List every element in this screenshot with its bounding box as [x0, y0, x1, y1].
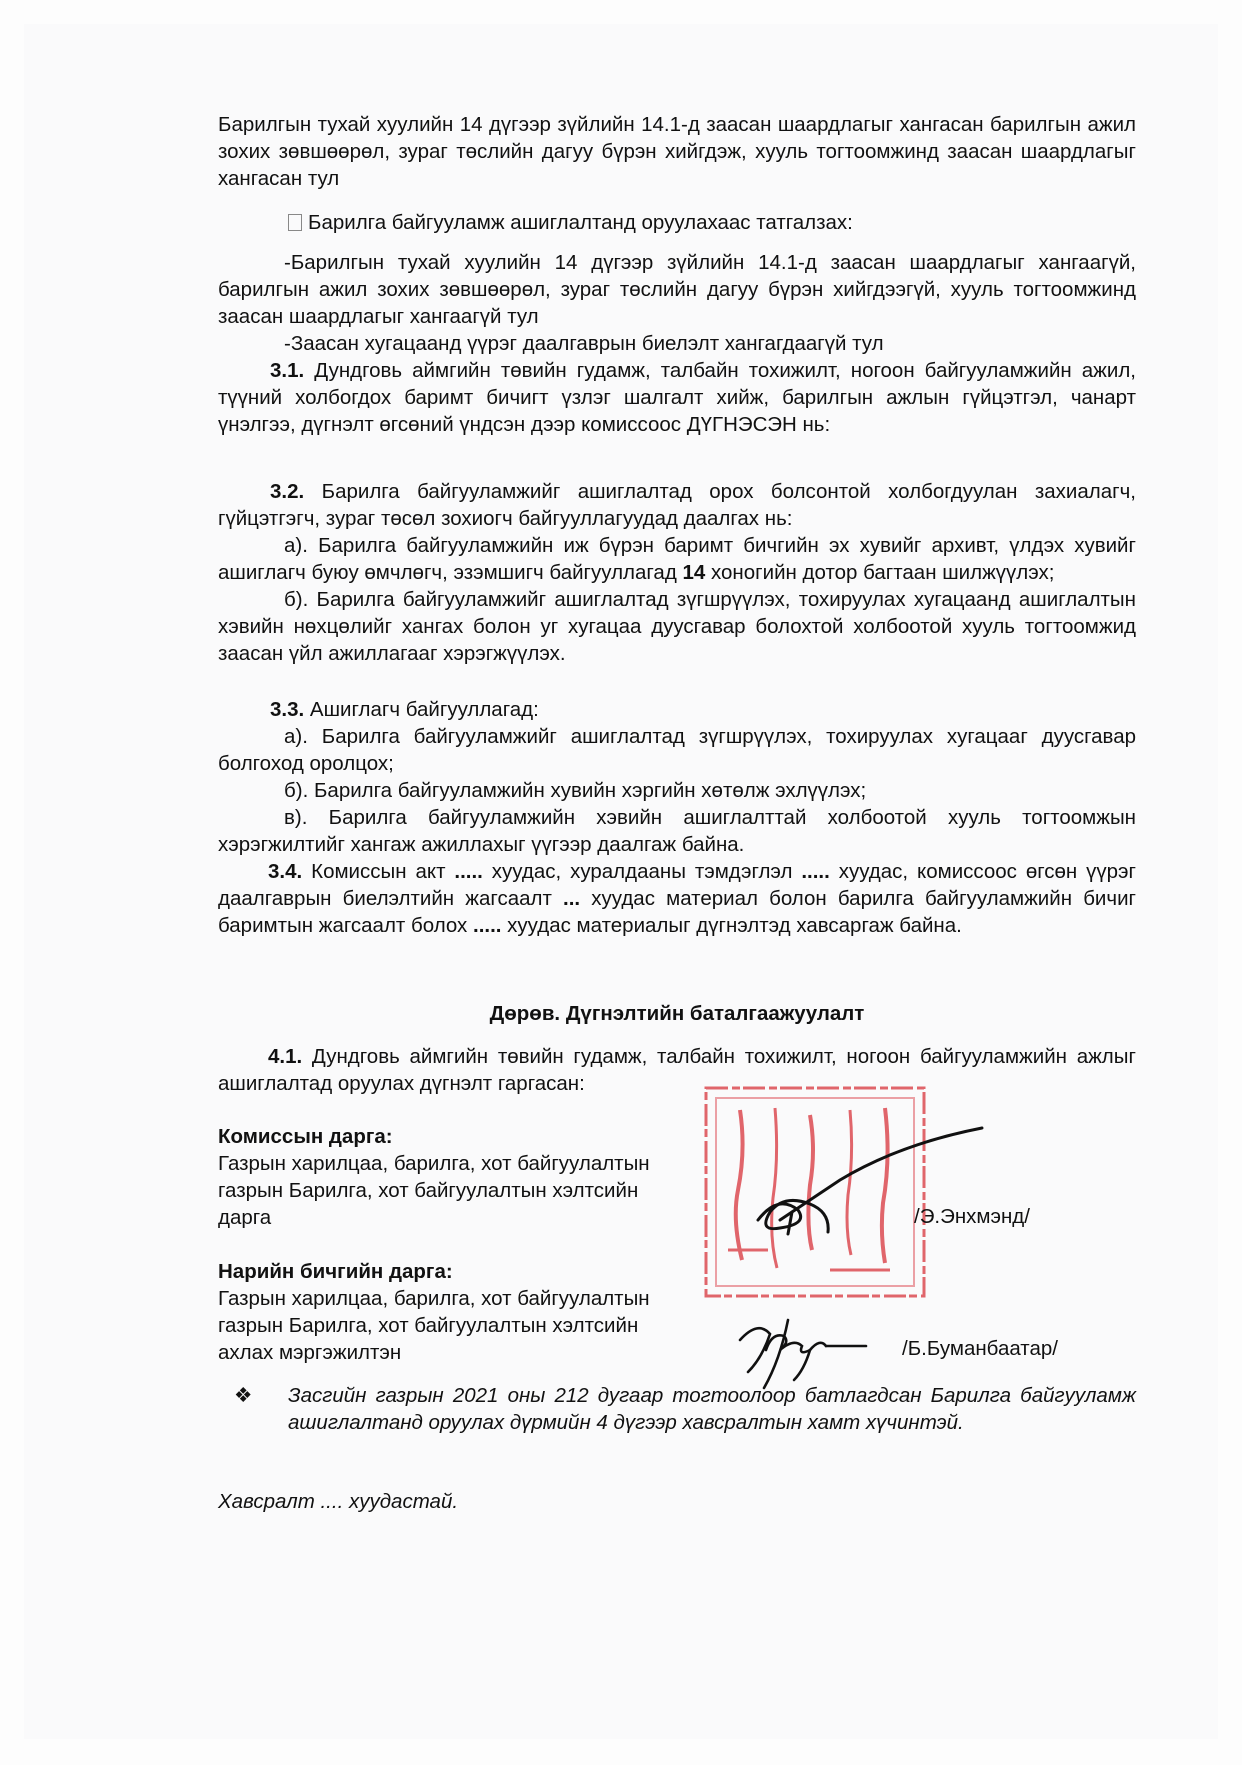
chair-role: Комиссын дарга:: [218, 1125, 393, 1148]
section-3-1: [218, 357, 1136, 438]
secretary-title-line: газрын Барилга, хот байгуулалтын хэлтсийн: [218, 1314, 639, 1337]
paragraph-text: Барилгын тухай хуулийн 14 дүгээр зүйлийн 14.1-д заасан шаардлагыг хангасан барилгын ажил зохих зөвшөөрөл, зураг төслийн дагуу бүрэн хийгдэж, хууль тогтоомжинд заасан шаардлагыг хангасан тул: [218, 113, 1136, 190]
diamond-bullet-icon: ❖: [234, 1384, 253, 1407]
chair-title-line: Газрын харилцаа, барилга, хот байгуулалтын: [218, 1152, 650, 1175]
section-3-3: [218, 696, 1136, 858]
paragraph-permit-compliance: [218, 111, 1136, 192]
chair-name: /Э.Энхмэнд/: [914, 1205, 1030, 1228]
secretary-role: Нарийн бичгийн дарга:: [218, 1260, 453, 1283]
section-number: 3.2.: [270, 480, 305, 503]
refusal-reason-text: -Барилгын тухай хуулийн 14 дүгээр зүйлийн 14.1-д заасан шаардлагыг хангаагүй, барилгын ажил зохих зөвшөөрөл, зураг төслийн дагуу бүрэн хийгдээгүй, хууль тогтоомжинд заасан шаардлагыг хангаагүй тул: [218, 251, 1136, 328]
refusal-heading-text: Барилга байгууламж ашиглалтанд оруулахаас татгалзах:: [308, 211, 853, 234]
section-number: 3.4.: [268, 860, 303, 883]
section-3-2-b: б). Барилга байгууламжийг ашиглалтад зүгшрүүлэх, тохируулах хугацаанд ашиглалтын хэвийн нөхцөлийг хангах болон уг хугацаа дуусгавар болохтой холбоотой хууль тогтоомжид заасан үйл ажиллагааг хэрэгжүүлэх.: [218, 588, 1136, 665]
section-3-3-c: в). Барилга байгууламжийн хэвийн ашиглалттай холбоотой хууль тогтоомжын хэрэгжилтийг хангаж ажиллахыг үүгээр даалгаж байна.: [218, 806, 1136, 856]
attachment-line: Хавсралт .... хуудастай.: [218, 1490, 459, 1513]
section-3-4: 3.4. Комиссын акт ..... хуудас, хуралдааны тэмдэглэл ..... хуудас, комиссоос өгсөн үүрэг даалгаврын биелэлтийн жагсаалт ... хуудас материал болон барилга байгууламжийн бичиг баримтын жагсаалт болох ..... хуудас материалыг дүгнэлтэд хавсаргаж байна.: [218, 860, 1136, 937]
validity-note: [234, 1382, 1136, 1436]
checkbox-icon: [288, 214, 302, 231]
section-number: 3.1.: [270, 359, 305, 382]
section-3-3-b: б). Барилга байгууламжийн хувийн хэргийн хөтөлж эхлүүлэх;: [284, 779, 867, 802]
section-text: Барилга байгууламжийг ашиглалтад орох болсонтой холбогдуулан захиалагч, гүйцэтгэгч, зураг төсөл зохиогч байгууллагуудад даалгах нь:: [218, 480, 1136, 530]
validity-note-text: Засгийн газрын 2021 оны 212 дугаар тогтоолоор батлагдсан Барилга байгууламж ашиглалтанд оруулах дүрмийн 4 дүгээр хавсралтын хамт хүчинтэй.: [288, 1384, 1136, 1434]
chair-title-line: дарга: [218, 1206, 272, 1229]
section-3-2: [218, 478, 1136, 667]
secretary-signature-block: [218, 1258, 650, 1366]
chair-signature-block: [218, 1123, 650, 1231]
section-number: 4.1.: [268, 1045, 303, 1068]
refusal-reason-1: [218, 249, 1136, 330]
secretary-title-line: ахлах мэргэжилтэн: [218, 1341, 402, 1364]
section-text: Ашиглагч байгууллагад:: [309, 698, 539, 721]
section-3-2-a: а). Барилга байгууламжийн иж бүрэн баримт бичгийн эх хувийг архивт, үлдэх хувийг ашиглагч буюу өмчлөгч, эзэмшигч байгууллагад 14 хоногийн дотор багтаан шилжүүлэх;: [218, 534, 1136, 584]
section-text: Дундговь аймгийн төвийн гудамж, талбайн тохижилт, ногоон байгууламжийн ажил, түүний холбогдох баримт бичигт үзлэг шалгалт хийж, барилгын ажлын гүйцэтгэл, чанарт үнэлгээ, дүгнэлт өгсөний үндсэн дээр комиссоос ДҮГНЭСЭН нь:: [218, 359, 1136, 436]
chair-signature: [752, 1124, 988, 1254]
secretary-name: /Б.Буманбаатар/: [902, 1337, 1058, 1360]
refusal-reason-text: -Заасан хугацаанд үүрэг даалгаврын биелэлт хангагдаагүй тул: [284, 332, 884, 355]
secretary-signature: [730, 1300, 870, 1390]
section-4-heading: [218, 1000, 1136, 1027]
secretary-title-line: Газрын харилцаа, барилга, хот байгуулалтын: [218, 1287, 650, 1310]
chair-title-line: газрын Барилга, хот байгуулалтын хэлтсийн: [218, 1179, 639, 1202]
section-4-1: [218, 1043, 1136, 1097]
section-number: 3.3.: [270, 698, 305, 721]
section-text: Дундговь аймгийн төвийн гудамж, талбайн тохижилт, ногоон байгууламжийн ажлыг ашиглалтад оруулах дүгнэлт гаргасан:: [218, 1045, 1136, 1095]
section-title: Дөрөв. Дүгнэлтийн баталгаажуулалт: [489, 1002, 865, 1025]
refusal-heading: [288, 209, 1136, 236]
refusal-reason-2: [218, 330, 1136, 357]
section-3-3-a: а). Барилга байгууламжийг ашиглалтад зүгшрүүлэх, тохируулах хугацааг дуусгавар болгоход оролцох;: [218, 725, 1136, 775]
